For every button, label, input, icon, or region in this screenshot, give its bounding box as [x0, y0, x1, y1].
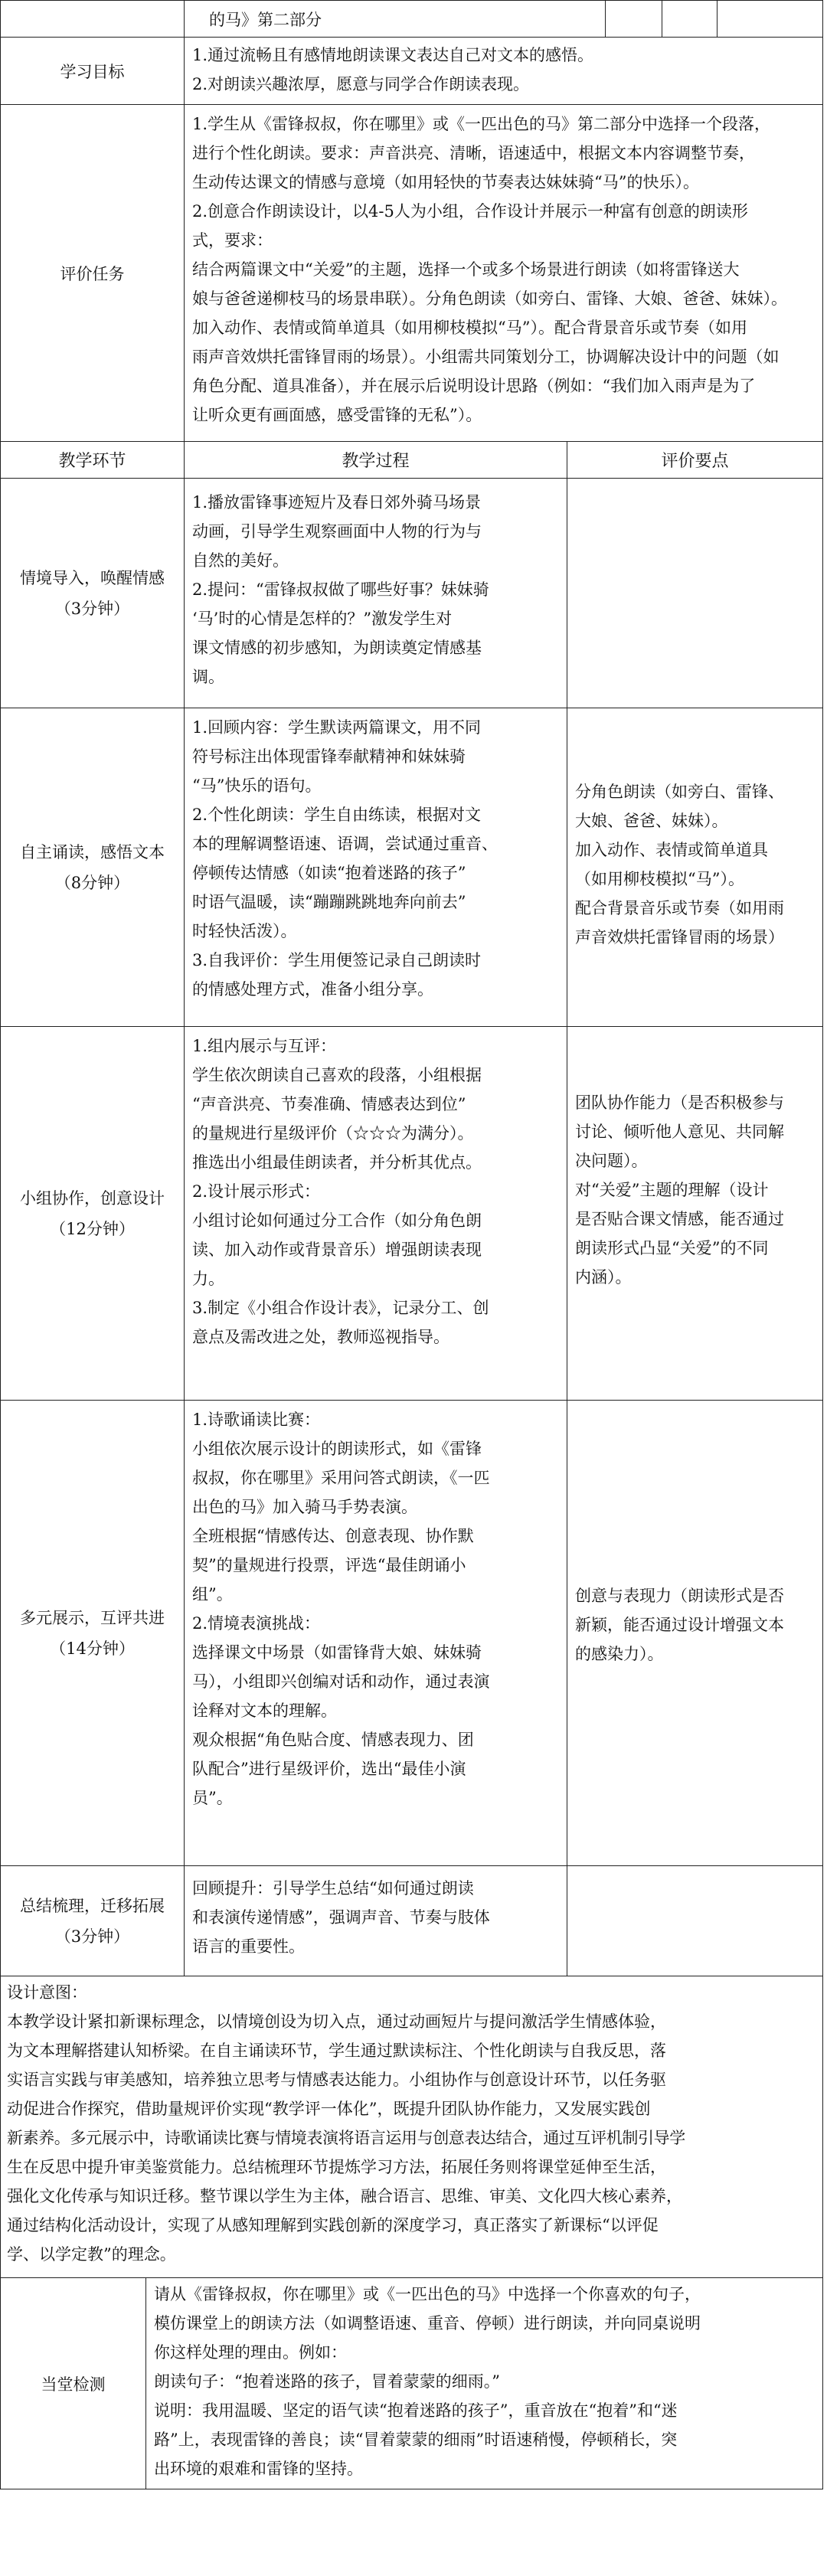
process-line: 3.自我评价：学生用便签记录自己朗读时	[192, 951, 482, 969]
tasks-label-cell	[1, 105, 185, 442]
top-row-text-cell	[185, 1, 606, 38]
stage-evaluation-cell	[567, 479, 823, 708]
top-row-left	[1, 1, 185, 38]
process-line: 叔叔，你在哪里》采用问答式朗读，《一匹	[192, 1469, 490, 1487]
objectives-label: 学习目标	[60, 62, 125, 81]
process-line: 3.制定《小组合作设计表》，记录分工、创	[192, 1299, 489, 1317]
classroom-check-line: 请从《雷锋叔叔，你在哪里》或《一匹出色的马》中选择一个你喜欢的句子，	[154, 2285, 701, 2303]
classroom-check-line: 模仿课堂上的朗读方法（如调整语速、重音、停顿）进行朗读，并向同桌说明	[154, 2314, 701, 2332]
top-row-box-3	[717, 1, 823, 38]
process-line: “声音洪亮、节奏准确、情感表达到位”	[192, 1095, 466, 1113]
stage-evaluation-cell	[567, 708, 823, 1027]
objectives-label-cell	[1, 38, 185, 105]
process-line: 2.提问：“雷锋叔叔做了哪些好事？妹妹骑	[192, 580, 489, 599]
process-line: 时轻快活泼）。	[192, 922, 297, 940]
process-line: 停顿传达情感（如读“抱着迷路的孩子”	[192, 864, 466, 882]
classroom-check-line: 出环境的艰难和雷锋的坚持。	[154, 2460, 363, 2478]
process-line: “马”快乐的语句。	[192, 776, 322, 795]
classroom-check-content-cell	[146, 2278, 823, 2489]
process-line: 符号标注出体现雷锋奉献精神和妹妹骑	[192, 747, 466, 766]
process-line: 2.情境表演挑战：	[192, 1614, 321, 1633]
design-intent-cell	[1, 1976, 823, 2278]
stage-process-cell	[185, 479, 567, 708]
evaluation-line: 分角色朗读（如旁白、雷锋、	[575, 783, 784, 801]
objective-item: 2.对朗读兴趣浓厚，愿意与同学合作朗读表现。	[192, 75, 530, 93]
objective-item: 1.通过流畅且有感情地朗读课文表达自己对文本的感悟。	[192, 46, 594, 64]
stage-name-cell	[1, 708, 185, 1027]
top-row-box-1	[606, 1, 662, 38]
task-line: 娘与爸爸递柳枝马的场景串联）。分角色朗读（如旁白、雷锋、大娘、爸爸、妹妹）。	[192, 289, 787, 308]
design-intent-line: 学、以学定教”的理念。	[7, 2245, 176, 2264]
stage-time: （14分钟）	[50, 1639, 135, 1658]
tasks-content-cell	[185, 105, 823, 442]
stage-name-cell	[1, 479, 185, 708]
design-intent-line: 本教学设计紧扣新课标理念，以情境创设为切入点，通过动画短片与提问激活学生情感体验，	[7, 2012, 666, 2031]
header-evaluation-cell	[567, 442, 823, 479]
classroom-check-line: 说明：我用温暖、坚定的语气读“抱着迷路的孩子”，重音放在“抱着”和“迷	[154, 2401, 678, 2420]
process-line: 诠释对文本的理解。	[192, 1702, 337, 1720]
evaluation-line: 内涵）。	[575, 1268, 632, 1286]
task-line: 式，要求：	[192, 231, 273, 250]
process-line: 课文情感的初步感知，为朗读奠定情感基	[192, 639, 482, 657]
process-line: 和表演传递情感”，强调声音、节奏与肢体	[192, 1908, 490, 1927]
process-line: 2.设计展示形式：	[192, 1182, 321, 1201]
classroom-check-line: 路”上，表现雷锋的善良；读“冒着蒙蒙的细雨”时语速稍慢，停顿稍长，突	[154, 2431, 678, 2449]
task-line: 生动传达课文的情感与意境（如用轻快的节奏表达妹妹骑“马”的快乐）。	[192, 173, 699, 191]
process-line: 1.组内展示与互评：	[192, 1037, 337, 1055]
stage-evaluation-cell	[567, 1027, 823, 1401]
evaluation-line: 讨论、倾听他人意见、共同解	[575, 1123, 784, 1141]
stage-time: （3分钟）	[54, 1927, 130, 1946]
process-line: 力。	[192, 1270, 224, 1288]
process-line: 的量规进行星级评价（☆☆☆为满分）。	[192, 1124, 474, 1143]
process-line: 1.回顾内容：学生默读两篇课文，用不同	[192, 718, 482, 737]
task-line: 结合两篇课文中“关爱”的主题，选择一个或多个场景进行朗读（如将雷锋送大	[192, 260, 740, 279]
evaluation-line: 决问题）。	[575, 1152, 648, 1170]
process-line: 语言的重要性。	[192, 1937, 305, 1956]
evaluation-line: 声音效烘托雷锋冒雨的场景）	[575, 928, 784, 946]
process-line: 契”的量规进行投票，评选“最佳朗诵小	[192, 1556, 466, 1574]
design-intent-line: 强化文化传承与知识迁移。整节课以学生为主体，融合语言、思维、审美、文化四大核心素养，	[7, 2187, 682, 2205]
stage-name-cell	[1, 1866, 185, 1976]
design-intent-line: 通过结构化活动设计，实现了从感知理解到实践创新的深度学习，真正落实了新课标“以评促	[7, 2216, 659, 2234]
stage-process-cell	[185, 1027, 567, 1401]
classroom-check-label: 当堂检测	[41, 2375, 106, 2394]
process-line: 观众根据“角色贴合度、情感表现力、团	[192, 1731, 474, 1749]
process-line: 调。	[192, 668, 224, 686]
evaluation-line: 配合背景音乐或节奏（如用雨	[575, 899, 784, 917]
stage-process-cell	[185, 1866, 567, 1976]
process-line: 意点及需改进之处，教师巡视指导。	[192, 1328, 449, 1346]
tasks-label: 评价任务	[60, 264, 125, 283]
evaluation-line: 对“关爱”主题的理解（设计	[575, 1181, 769, 1199]
stage-name: 多元展示，互评共进	[20, 1608, 165, 1627]
design-intent-line: 新素养。多元展示中，诗歌诵读比赛与情境表演将语言运用与创意表达结合，通过互评机制引导学	[7, 2129, 685, 2147]
task-line: 让听众更有画面感，感受雷锋的无私”）。	[192, 406, 482, 424]
stage-process-cell	[185, 708, 567, 1027]
evaluation-line: 创意与表现力（朗读形式是否	[575, 1587, 784, 1605]
evaluation-line: 新颖，能否通过设计增强文本	[575, 1616, 784, 1634]
stage-time: （3分钟）	[54, 599, 130, 618]
design-intent-title: 设计意图：	[7, 1983, 87, 2002]
header-stage: 教学环节	[58, 452, 126, 471]
process-line: 队配合”进行星级评价，选出“最佳小演	[192, 1760, 466, 1778]
task-line: 1.学生从《雷锋叔叔，你在哪里》或《一匹出色的马》第二部分中选择一个段落，	[192, 115, 771, 133]
header-evaluation: 评价要点	[661, 452, 729, 471]
stage-name: 总结梳理，迁移拓展	[20, 1896, 165, 1915]
task-line: 进行个性化朗读。要求：声音洪亮、清晰，语速适中，根据文本内容调整节奏，	[192, 144, 755, 162]
task-line: 2.创意合作朗读设计，以4-5人为小组，合作设计并展示一种富有创意的朗读形	[192, 202, 748, 221]
process-line: 1.诗歌诵读比赛：	[192, 1411, 321, 1429]
evaluation-line: 的感染力）。	[575, 1645, 664, 1663]
classroom-check-line: 你这样处理的理由。例如：	[154, 2343, 347, 2362]
task-line: 角色分配、道具准备），并在展示后说明设计思路（例如：“我们加入雨声是为了	[192, 377, 756, 395]
design-intent-line: 生在反思中提升审美鉴赏能力。总结梳理环节提炼学习方法，拓展任务则将课堂延伸至生活，	[7, 2158, 666, 2176]
header-stage-cell	[1, 442, 185, 479]
process-line: ‘马’时的心情是怎样的？”激发学生对	[192, 610, 453, 628]
evaluation-line: 团队协作能力（是否积极参与	[575, 1093, 784, 1112]
classroom-check-line: 朗读句子：“抱着迷路的孩子，冒着蒙蒙的细雨。”	[154, 2372, 500, 2391]
process-line: 马），小组即兴创编对话和动作，通过表演	[192, 1672, 490, 1691]
header-process-cell	[185, 442, 567, 479]
process-line: 时语气温暖，读“蹦蹦跳跳地奔向前去”	[192, 893, 466, 911]
stage-name-cell	[1, 1027, 185, 1401]
design-intent-line: 实语言实践与审美感知，培养独立思考与情感表达能力。小组协作与创意设计环节，以任务驱	[7, 2071, 666, 2089]
design-intent-line: 动促进合作探究，借助量规评价实现“教学评一体化”，既提升团队协作能力，又发展实践创	[7, 2100, 651, 2118]
evaluation-line: 加入动作、表情或简单道具	[575, 841, 768, 859]
process-line: 回顾提升：引导学生总结“如何通过朗读	[192, 1879, 474, 1898]
process-line: 全班根据“情感传达、创意表现、协作默	[192, 1527, 474, 1545]
process-line: 本的理解调整语速、语调，尝试通过重音、	[192, 835, 498, 853]
process-line: 组”。	[192, 1585, 233, 1603]
process-line: 选择课文中场景（如雷锋背大娘、妹妹骑	[192, 1643, 482, 1662]
process-line: 小组依次展示设计的朗读形式，如《雷锋	[192, 1440, 482, 1458]
stage-evaluation-cell	[567, 1866, 823, 1976]
process-line: 学生依次朗读自己喜欢的段落，小组根据	[192, 1066, 482, 1084]
process-line: 出色的马》加入骑马手势表演。	[192, 1498, 417, 1516]
task-line: 雨声音效烘托雷锋冒雨的场景）。小组需共同策划分工，协调解决设计中的问题（如	[192, 348, 780, 366]
process-line: 推选出小组最佳朗读者，并分析其优点。	[192, 1153, 482, 1172]
design-intent-line: 为文本理解搭建认知桥梁。在自主诵读环节，学生通过默读标注、个性化朗读与自我反思，落	[7, 2042, 666, 2060]
stage-name: 小组协作，创意设计	[20, 1188, 165, 1208]
stage-name: 情境导入，唤醒情感	[20, 568, 165, 587]
evaluation-line: 朗读形式凸显“关爱”的不同	[575, 1239, 769, 1257]
process-line: 自然的美好。	[192, 551, 289, 570]
evaluation-line: （如用柳枝模拟“马”）。	[575, 870, 744, 888]
header-process: 教学过程	[342, 452, 410, 471]
classroom-check-label-cell	[1, 2278, 146, 2489]
task-line: 加入动作、表情或简单道具（如用柳枝模拟“马”）。配合背景音乐或节奏（如用	[192, 319, 747, 337]
top-row-box-2	[662, 1, 717, 38]
top-row-text: 的马》第二部分	[209, 10, 322, 29]
stage-evaluation-cell	[567, 1401, 823, 1866]
process-line: 的情感处理方式，准备小组分享。	[192, 980, 433, 999]
process-line: 员”。	[192, 1789, 233, 1807]
process-line: 2.个性化朗读：学生自由练读，根据对文	[192, 806, 482, 824]
stage-time: （12分钟）	[50, 1219, 135, 1238]
evaluation-line: 是否贴合课文情感，能否通过	[575, 1210, 784, 1228]
process-line: 读、加入动作或背景音乐）增强朗读表现	[192, 1241, 482, 1259]
stage-name: 自主诵读，感悟文本	[20, 842, 165, 861]
process-line: 1.播放雷锋事迹短片及春日郊外骑马场景	[192, 493, 482, 512]
evaluation-line: 大娘、爸爸、妹妹）。	[575, 812, 728, 830]
stage-time: （8分钟）	[54, 873, 130, 892]
stage-process-cell	[185, 1401, 567, 1866]
objectives-content-cell	[185, 38, 823, 105]
stage-name-cell	[1, 1401, 185, 1866]
process-line: 小组讨论如何通过分工合作（如分角色朗	[192, 1211, 482, 1230]
process-line: 动画，引导学生观察画面中人物的行为与	[192, 522, 482, 541]
